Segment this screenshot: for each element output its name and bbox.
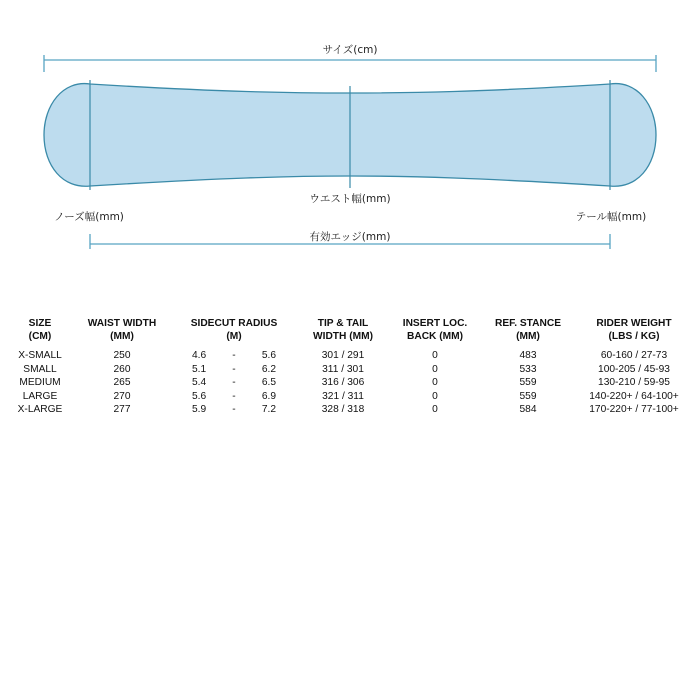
length-dimension-line — [44, 55, 656, 72]
insert-cell: 0 — [432, 390, 438, 402]
tip-tail-cell: 321 / 311 — [322, 390, 364, 402]
sidecut-cell: 5.9 - 7.2 — [192, 404, 276, 416]
table-row — [8, 390, 692, 404]
header-ref-stance: REF. STANCE (MM) — [494, 318, 562, 342]
size-cell: LARGE — [22, 390, 58, 402]
table-row — [8, 376, 692, 390]
snowboard-dimension-diagram — [0, 0, 700, 260]
header-rider-weight: RIDER WEIGHT (LBS / KG) — [596, 318, 672, 342]
waist-cell: 265 — [113, 377, 131, 389]
size-cell: MEDIUM — [19, 377, 61, 389]
stance-cell: 559 — [519, 390, 537, 402]
table-row — [8, 349, 692, 363]
stance-cell: 533 — [519, 363, 537, 375]
weight-cell: 130-210 / 59-95 — [598, 377, 670, 389]
header-sidecut-radius: SIDECUT RADIUS (M) — [190, 318, 278, 342]
sidecut-cell: 5.4 - 6.5 — [192, 377, 276, 389]
insert-cell: 0 — [432, 377, 438, 389]
size-cell: X-LARGE — [17, 404, 63, 416]
waist-cell: 260 — [113, 363, 131, 375]
tip-tail-cell: 311 / 301 — [322, 363, 364, 375]
insert-cell: 0 — [432, 404, 438, 416]
header-waist-width: WAIST WIDTH (MM) — [87, 318, 157, 342]
header-tip-tail-width: TIP & TAIL WIDTH (MM) — [313, 318, 373, 342]
tip-tail-cell: 301 / 291 — [321, 350, 365, 361]
sidecut-cell: 5.6 - 6.9 — [192, 390, 276, 402]
weight-cell: 60-160 / 27-73 — [600, 350, 668, 361]
specs-table — [8, 318, 692, 417]
weight-cell: 100-205 / 45-93 — [598, 363, 670, 375]
header-insert-location: INSERT LOC. BACK (MM) — [402, 318, 468, 342]
table-row — [8, 363, 692, 377]
tip-tail-cell: 316 / 306 — [321, 377, 365, 389]
insert-cell: 0 — [432, 363, 438, 375]
sidecut-cell: 4.6 - 5.6 — [192, 350, 276, 361]
table-header-row — [8, 318, 692, 349]
waist-cell: 270 — [113, 390, 131, 402]
header-size: SIZE (CM) — [28, 318, 52, 342]
waist-width-label: ウエスト幅(mm) — [309, 193, 391, 205]
weight-cell: 140-220+ / 64-100+ — [589, 390, 679, 402]
waist-cell: 250 — [113, 350, 131, 361]
table-row — [8, 403, 692, 417]
size-label: サイズ(cm) — [322, 44, 378, 56]
nose-width-label: ノーズ幅(mm) — [54, 211, 124, 223]
stance-cell: 559 — [519, 377, 537, 389]
size-cell: X-SMALL — [18, 350, 62, 361]
insert-cell: 0 — [432, 350, 438, 361]
tail-width-label: テール幅(mm) — [575, 211, 647, 223]
weight-cell: 170-220+ / 77-100+ — [589, 404, 679, 416]
stance-cell: 483 — [519, 350, 537, 361]
stance-cell: 584 — [519, 404, 537, 416]
sidecut-cell: 5.1 - 6.2 — [192, 363, 276, 375]
effective-edge-label: 有効エッジ(mm) — [309, 231, 391, 243]
waist-cell: 277 — [113, 404, 131, 416]
tip-tail-cell: 328 / 318 — [321, 404, 365, 416]
size-cell: SMALL — [23, 363, 57, 375]
